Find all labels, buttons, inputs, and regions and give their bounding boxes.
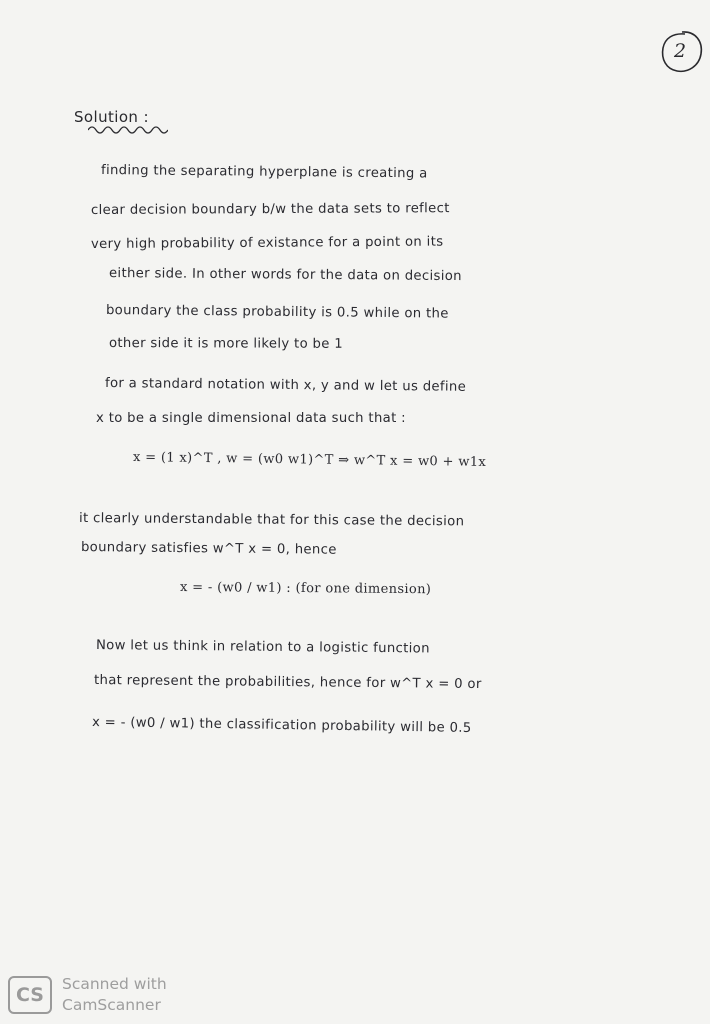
text-line-9: it clearly understandable that for this case the decision bbox=[78, 511, 465, 530]
solution-heading: Solution : bbox=[74, 108, 149, 126]
page-number: 2 bbox=[673, 40, 687, 62]
page-number-circle bbox=[658, 28, 706, 76]
camscanner-logo: CS bbox=[8, 976, 52, 1014]
scanner-line-2: CamScanner bbox=[62, 996, 161, 1014]
text-line-2: clear decision boundary b/w the data sets to reflect bbox=[90, 201, 450, 218]
formula-line: x = (1 x)^T , w = (w0 w1)^T ⇒ w^T x = w0 + w1x bbox=[132, 450, 487, 470]
text-line-10: boundary satisfies w^T x = 0, hence bbox=[80, 540, 337, 558]
text-line-4: either side. In other words for the data on decision bbox=[108, 266, 462, 285]
text-line-1: finding the separating hyperplane is creating a bbox=[100, 163, 428, 182]
formula-line-2: x = - (w0 / w1) : (for one dimension) bbox=[179, 580, 432, 598]
text-line-5: boundary the class probability is 0.5 while on the bbox=[105, 303, 449, 322]
camscanner-text bbox=[62, 974, 167, 1016]
text-line-8: x to be a single dimensional data such that : bbox=[96, 411, 406, 426]
text-line-12: that represent the probabilities, hence for w^T x = 0 or bbox=[93, 673, 482, 693]
scanner-line-1: Scanned with bbox=[62, 975, 167, 993]
text-line-13: x = - (w0 / w1) the classification probability will be 0.5 bbox=[91, 715, 472, 736]
text-line-11: Now let us think in relation to a logistic function bbox=[95, 638, 430, 657]
text-line-7: for a standard notation with x, y and w let us define bbox=[104, 376, 467, 395]
text-line-3: very high probability of existance for a point on its bbox=[90, 234, 444, 252]
text-line-6: other side it is more likely to be 1 bbox=[108, 336, 344, 352]
squiggle-underline-icon bbox=[88, 124, 168, 136]
camscanner-watermark bbox=[8, 972, 208, 1020]
